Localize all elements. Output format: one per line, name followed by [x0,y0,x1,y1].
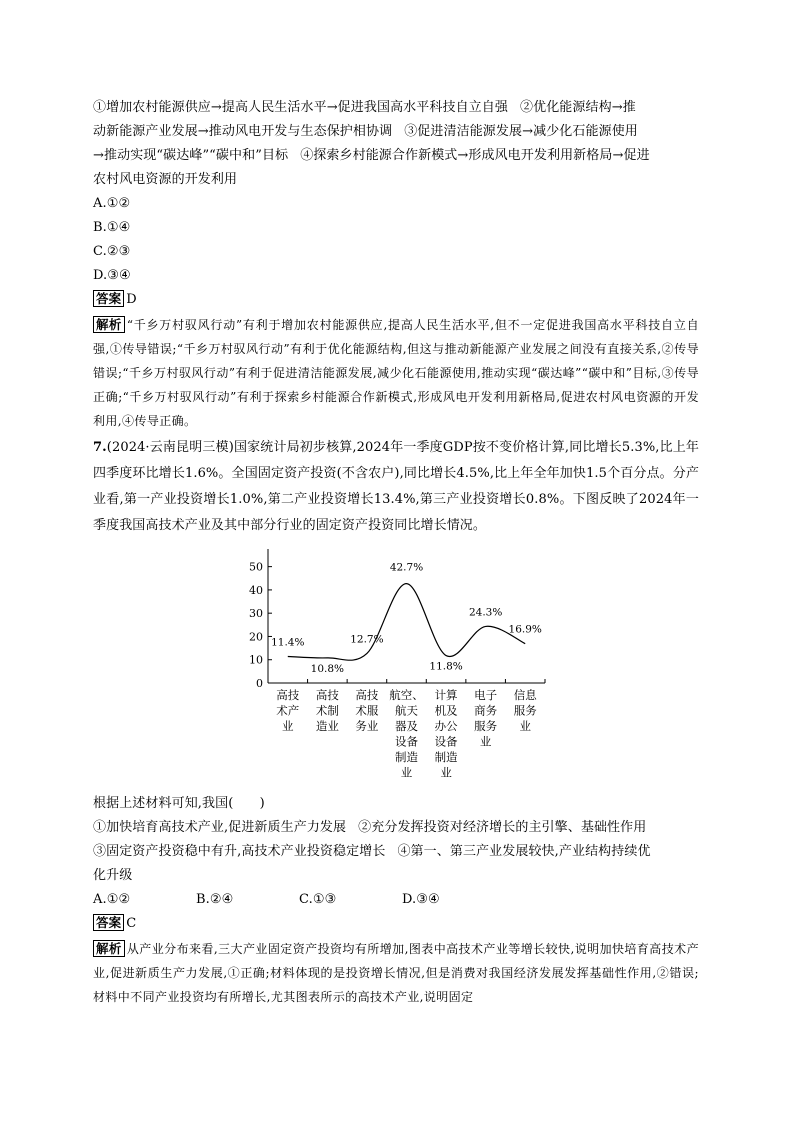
q6-option-d: D.③④ [93,268,131,283]
x-category-label: 设备 [395,734,418,749]
q7-answer-label: 答案 [93,914,124,931]
q6-explanation-text: “千乡万村驭风行动”有利于增加农村能源供应,提高人民生活水平,但不一定促进我国高水平科技自立自强,①传导错误;“千乡万村驭风行动”有利于优化能源结构,但这与推动新能源产业发展之间没有直接关系,②传导错误;“千乡万村驭风行动”有利于促进清洁能源发展,减少化石能源使用,推动实现“碳达峰”“碳中和”目标,③传导正确;“千乡万村驭风行动”有利于探索乡村能源合作新模式,形成风电开发利用新格局,促进农村风电资源的开发利用,④传导正确。 [93,318,699,428]
x-category-label: 制造 [395,750,418,764]
x-category-label: 航天 [395,703,418,718]
q6-answer-row [93,288,699,312]
x-category-label: 业 [400,765,413,780]
q6-statement-1: ①增加农村能源供应→提高人民生活水平→促进我国高水平科技自立自强 [93,100,508,115]
data-label: 11.4% [271,636,305,649]
x-category-label: 信息 [513,688,537,702]
q7-statement-3: ③固定资产投资稳中有升,高技术产业投资稳定增长 [93,844,386,859]
q7-option-b: B.②④ [196,892,234,907]
y-tick-label: 20 [249,630,263,644]
q6-options [93,192,699,288]
q7-option-a: A.①② [93,892,131,907]
q6-statement-4-part1: ④探索乡村能源合作新模式→形成风电开发利用新格局→促进 [300,148,650,163]
q7-stem [93,435,699,539]
x-category-label: 高技 [355,688,379,702]
y-tick-label: 10 [249,653,263,667]
q6-line-2 [93,120,699,144]
x-category-label: 术产 [276,703,300,718]
x-category-label: 商务 [474,703,498,718]
q7-explanation [93,937,699,1009]
x-category-label: 业 [282,719,294,733]
q7-statement-1: ①加快培育高技术产业,促进新质生产力发展 [93,820,347,835]
x-category-label: 术服 [355,703,379,718]
x-category-label: 计算 [434,688,458,702]
q7-explanation-label: 解析 [93,940,125,957]
q7-answer-row [93,912,699,936]
x-category-label: 设备 [434,734,458,749]
q7-statements [93,816,699,888]
x-category-label: 机及 [434,703,458,718]
x-category-label: 服务 [513,703,537,718]
x-category-label: 航空、 [389,688,424,702]
x-category-label: 器及 [395,719,418,733]
x-category-label: 术制 [315,703,339,718]
q6-statements [93,96,699,192]
q7-explanation-text: 从产业分布来看,三大产业固定资产投资均有所增加,图表中高技术产业等增长较快,说明加快培育高技术产业,促进新质生产力发展,①正确;材料体现的是投资增长情况,但是消费对我国经济发展发挥基础性作用,②错误;材料中不同产业投资均有所增长,尤其图表所示的高技术产业,说明固定 [93,942,699,1004]
q6-answer-label: 答案 [93,290,124,307]
q7-options [93,888,699,912]
q6-statement-3-part2: →推动实现“碳达峰”“碳中和”目标 [93,148,289,163]
q7-line-2 [93,840,699,864]
q6-line-4 [93,168,699,192]
q7-source: (2024·云南昆明三模) [106,440,234,455]
q7-number: 7. [93,440,107,455]
q6-answer-value: D [126,292,137,307]
x-category-label: 办公 [434,719,458,733]
x-category-label: 服务 [474,719,498,733]
line-chart [240,540,560,790]
data-label: 42.7% [389,561,424,574]
q7-option-d: D.③④ [402,892,440,907]
q7-line-1 [93,816,699,840]
q7-line-3 [93,864,699,888]
q6-line-3 [93,144,699,168]
series-line [288,584,525,661]
q6-line-1 [93,96,699,120]
q6-option-b: B.①④ [93,220,131,235]
q7-question: 根据上述材料可知,我国( ) [93,796,265,811]
x-category-label: 业 [440,765,452,780]
data-label: 24.3% [468,606,503,619]
q6-statement-3-part1: ③促进清洁能源发展→减少化石能源使用 [404,124,638,139]
data-label: 10.8% [310,662,345,675]
q6-explanation [93,313,699,433]
q7-option-c: C.①③ [299,892,337,907]
x-category-label: 务业 [355,719,379,733]
y-tick-label: 40 [249,583,263,597]
x-category-label: 造业 [315,719,339,733]
x-category-label: 高技 [276,688,300,702]
q6-statement-4-part2: 农村风电资源的开发利用 [93,172,238,187]
x-category-label: 制造 [434,750,458,764]
q7-statement-2: ②充分发挥投资对经济增长的主引擎、基础性作用 [358,820,647,835]
data-label: 16.9% [508,623,542,636]
q6-explanation-label: 解析 [93,316,125,333]
y-tick-label: 30 [249,607,263,621]
x-category-label: 业 [519,719,531,733]
data-label: 11.8% [429,660,463,673]
q6-option-c: C.②③ [93,244,131,259]
q7-statement-4-part1: ④第一、第三产业发展较快,产业结构持续优 [397,844,651,859]
q6-statement-2-part2: 动新能源产业发展→推动风电开发与生态保护相协调 [93,124,393,139]
q7-stem-text: 国家统计局初步核算,2024年一季度GDP按不变价格计算,同比增长5.3%,比上年四季度环比增长1.6%。全国固定资产投资(不含农户),同比增长4.5%,比上年全年加快1.5个百分点。分产业看,第一产业投资增长1.0%,第二产业投资增长13.4%,第三产业投资增长0.8%。下图反映了2024年一季度我国高技术产业及其中部分行业的固定资产投资同比增长情况。 [93,440,699,533]
y-tick-label: 0 [256,677,263,690]
q6-statement-2-part1: ②优化能源结构→推 [520,100,636,115]
q7-statement-4-part2: 化升级 [93,868,133,883]
data-label: 12.7% [350,633,384,646]
x-category-label: 电子 [474,688,498,702]
q6-option-a: A.①② [93,196,131,211]
x-category-label: 高技 [315,688,339,702]
y-tick-label: 50 [249,560,263,574]
q7-answer-value: C [126,916,137,931]
x-category-label: 业 [479,734,492,749]
